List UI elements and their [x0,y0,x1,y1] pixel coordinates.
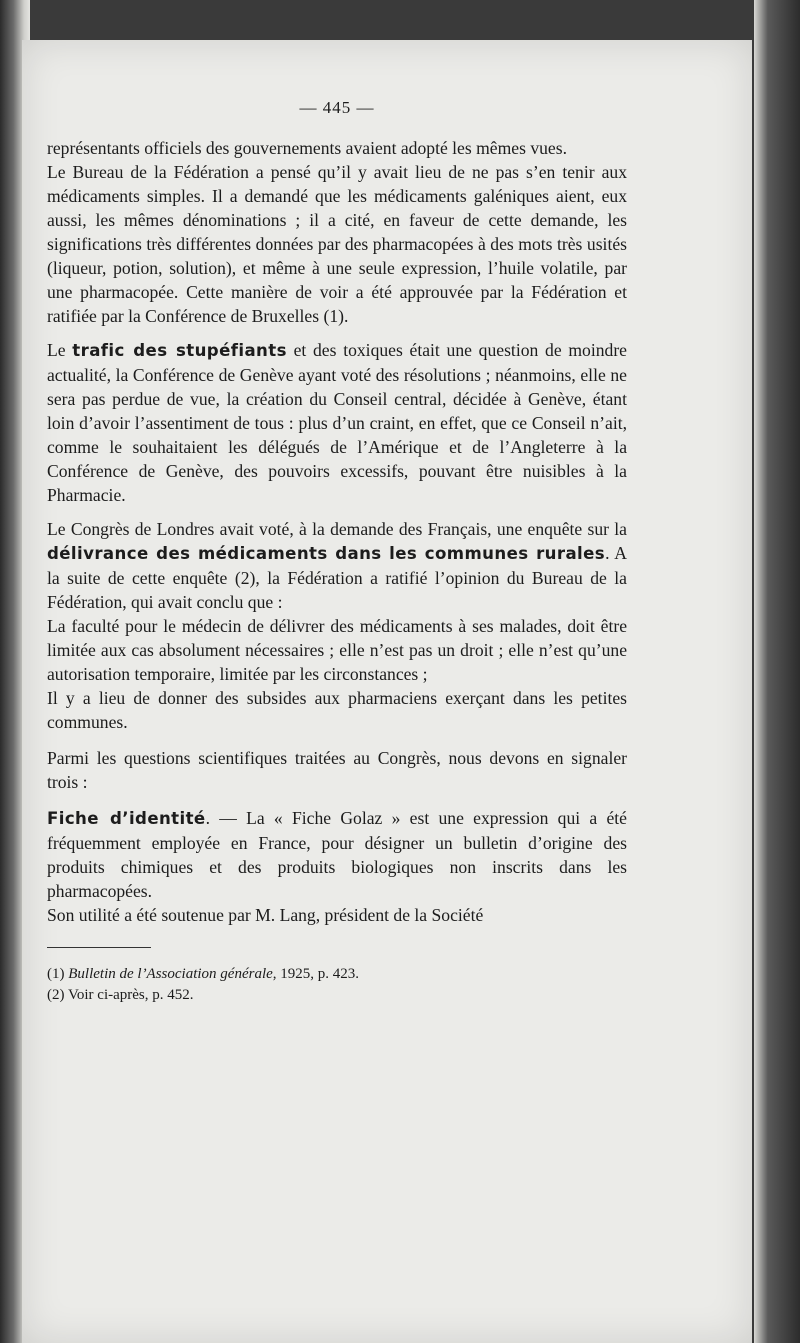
paragraph-text: et des toxiques était une question de moindre actualité, la Conférence de Genève ayant voté des résolutions ; néanmoins, elle ne sera pas perdue de vue, la création du Conseil central, décidée à Genève, étant loin d’avoir l’assentiment de tous : plus d’un craint, en effet, que ce Conseil n’ait, comme le souhaitaient les délégués de l’Amérique et de l’Angleterre à la Conférence de Genève, des pouvoirs excessifs, pouvant être nuisibles à la Pharmacie. [47,340,627,505]
paragraph-questions: Parmi les questions scientifiques traitées au Congrès, nous devons en signaler trois : [47,748,627,792]
bold-heading-trafic: trafic des stupéfiants [72,341,287,360]
paragraph-londres [47,517,627,614]
footnote-2 [47,985,627,1006]
paragraph-text: . — La « Fiche Golaz » est une expression qui a été fréquemment employée en France, pour désigner un bulletin d’origine des produits chimiques et des produits biologiques non inscrits dans les pharmacopées. [47,808,627,901]
paragraph-faculte: La faculté pour le médecin de délivrer des médicaments à ses malades, doit être limitée aux cas absolument nécessaires ; elle n’est pas un droit ; elle n’est qu’une autorisation temporaire, limitée par les circonstances ; [47,616,627,684]
paragraph-continuation: représentants officiels des gouvernements avaient adopté les mêmes vues. [47,138,567,158]
footnote-1 [47,964,627,985]
page-number: — 445 — [299,98,375,117]
paragraph-bureau: Le Bureau de la Fédération a pensé qu’il y avait lieu de ne pas s’en tenir aux médicaments simples. Il a demandé que les médicaments galéniques aient, eux aussi, les mêmes dénominations ; il a cité, en faveur de cette demande, les significations très différentes données par des pharmacopées à des mots très usités (liqueur, potion, solution), et même à une seule expression, l’huile volatile, par une pharmacopée. Cette manière de voir a été approuvée par la Fédération et ratifiée par la Conférence de Bruxelles (1). [47,162,627,326]
paragraph-text: Le [47,340,73,360]
footnote-rule [47,947,151,948]
scan-right-edge [754,0,800,1343]
footnotes [47,964,627,1006]
paragraph-text: . A la suite de cette enquête (2), la Fédération a ratifié l’opinion du Bureau de la Fédération, qui avait conclu que : [47,543,627,612]
bold-heading-fiche: Fiche d’identité [47,809,206,828]
bold-heading-delivrance: délivrance des médicaments dans les communes rurales [47,544,606,563]
footnote-text: Voir ci-après, p. 452. [67,987,194,1003]
paragraph-lang: Son utilité a été soutenue par M. Lang, président de la Société [47,905,484,925]
footnote-mark: (1) [47,966,69,982]
paragraph-text: Le Congrès de Londres avait voté, à la demande des Français, une enquête sur la [47,519,627,539]
footnote-text: , 1925, p. 423. [272,966,360,982]
book-page [22,40,752,1343]
paragraph-fiche [47,806,627,903]
paragraph-subsides: Il y a lieu de donner des subsides aux pharmaciens exerçant dans les petites communes. [47,688,627,732]
paragraph-stupefiants [47,338,627,507]
footnote-mark: (2) [47,987,68,1003]
footnote-italic: Bulletin de l’Association générale [68,966,273,982]
page-content [47,98,627,1006]
